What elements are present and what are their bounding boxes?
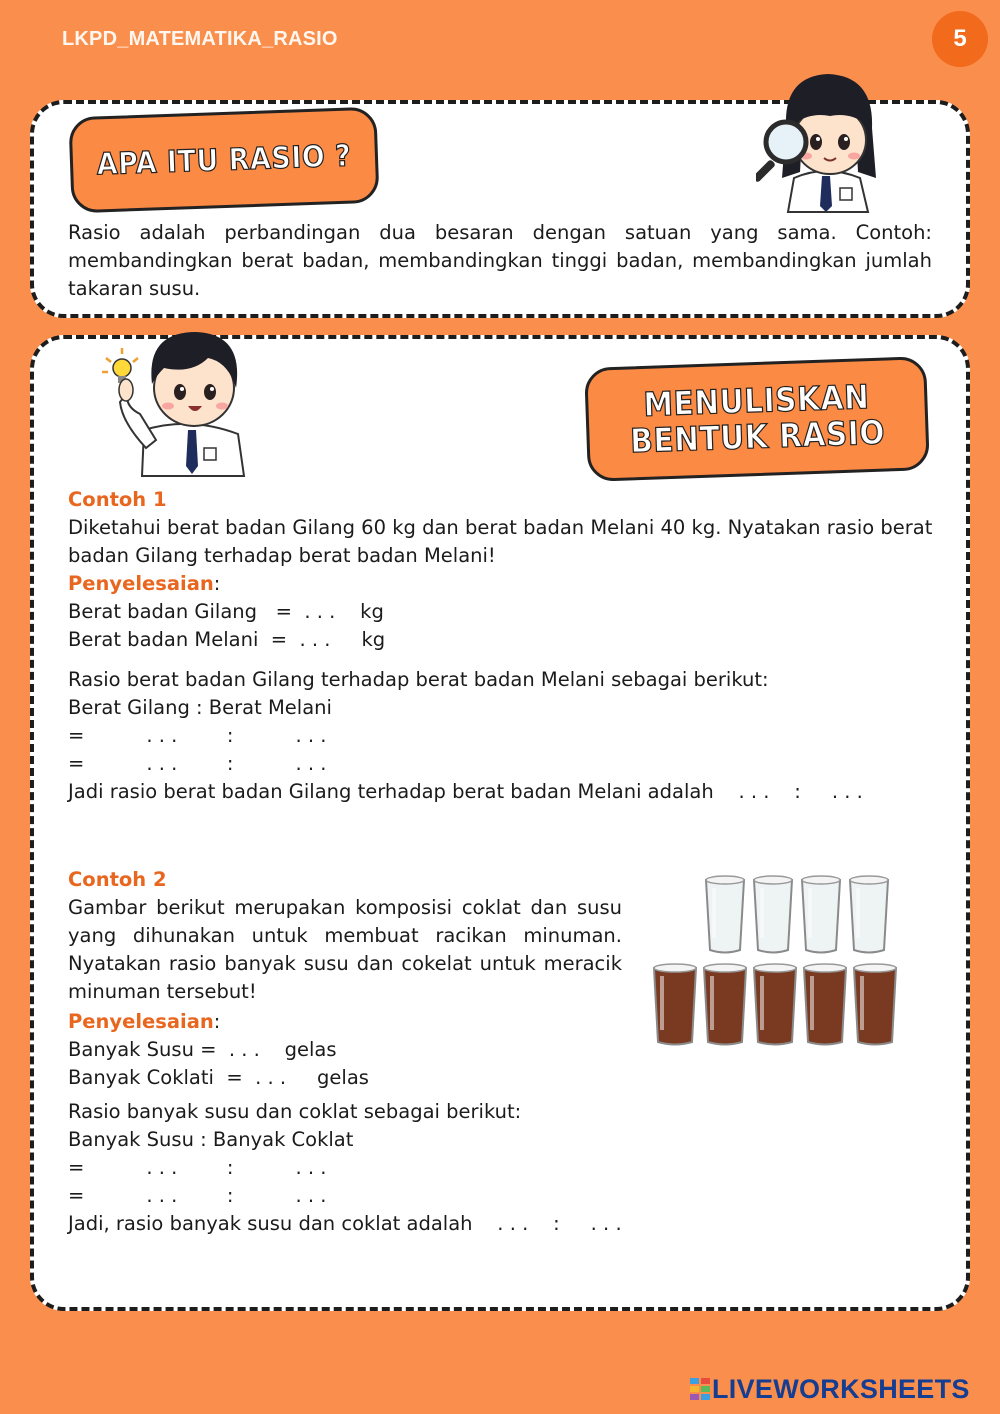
liveworksheets-logo-icon	[690, 1378, 710, 1400]
example1-line1: Berat badan Gilang = . . . kg	[68, 600, 384, 623]
example2-ratio-head: Banyak Susu : Banyak Coklat	[68, 1128, 354, 1151]
milk-glass	[850, 876, 888, 953]
header-title: LKPD_MATEMATIKA_RASIO	[62, 28, 338, 50]
example2-solution-label-text: Penyelesaian	[68, 1010, 214, 1033]
chocolate-glass	[754, 964, 796, 1045]
chocolate-glass	[854, 964, 896, 1045]
banner2-line1: MENULISKAN	[642, 376, 870, 424]
example2-problem: Gambar berikut merupakan komposisi coklat dan susu yang dihunakan untuk membuat racikan minuman. Nyatakan rasio banyak susu dan cokelat untuk meracik minuman tersebut!	[68, 896, 622, 1003]
example1-intro: Rasio berat badan Gilang terhadap berat badan Melani sebagai berikut:	[68, 668, 769, 691]
example1-conclusion: Jadi rasio berat badan Gilang terhadap berat badan Melani adalah . . . : . . .	[68, 780, 863, 803]
example2-title: Contoh 2	[68, 868, 167, 891]
banner2-line2: BENTUK RASIO	[629, 412, 886, 461]
liveworksheets-brand: LIVEWORKSHEETS	[712, 1374, 970, 1404]
glasses-illustration	[650, 874, 910, 1050]
chocolate-glass	[804, 964, 846, 1045]
example2-step1: = . . . : . . .	[68, 1156, 327, 1179]
example2-line1: Banyak Susu = . . . gelas	[68, 1038, 337, 1061]
example1-solution-label-text: Penyelesaian	[68, 572, 214, 595]
ratio-definition-text: Rasio adalah perbandingan dua besaran dengan satuan yang sama. Contoh: membandingkan berat badan, membandingkan tinggi badan, membandingkan jumlah takaran susu.	[68, 221, 932, 300]
example2-intro: Rasio banyak susu dan coklat sebagai berikut:	[68, 1100, 522, 1123]
example2-line2: Banyak Coklati = . . . gelas	[68, 1066, 369, 1089]
example2-conclusion: Jadi, rasio banyak susu dan coklat adalah . . . : . . .	[68, 1212, 622, 1235]
banner-apa-itu-rasio-text: APA ITU RASIO ?	[96, 138, 352, 182]
example1-step1: = . . . : . . .	[68, 724, 327, 747]
chocolate-glass	[654, 964, 696, 1045]
milk-glass	[706, 876, 744, 953]
banner-menuliskan-bentuk-rasio-text	[628, 378, 885, 459]
banner-menuliskan-bentuk-rasio	[584, 356, 930, 482]
example1-step2: = . . . : . . .	[68, 752, 327, 775]
milk-glass	[754, 876, 792, 953]
milk-glass	[802, 876, 840, 953]
example1-problem: Diketahui berat badan Gilang 60 kg dan berat badan Melani 40 kg. Nyatakan rasio berat badan Gilang terhadap berat badan Melani!	[68, 516, 933, 567]
example1-title: Contoh 1	[68, 488, 167, 511]
example2-step2: = . . . : . . .	[68, 1184, 327, 1207]
example1-solution-label: Penyelesaian:	[68, 572, 221, 595]
banner-apa-itu-rasio	[68, 107, 379, 214]
example1-ratio-head: Berat Gilang : Berat Melani	[68, 696, 332, 719]
page-number-badge: 5	[932, 11, 988, 67]
example2-solution-label: Penyelesaian:	[68, 1010, 221, 1033]
girl-magnifier-illustration	[756, 66, 896, 214]
boy-lightbulb-illustration	[98, 318, 248, 478]
chocolate-glass	[704, 964, 746, 1045]
example1-line2: Berat badan Melani = . . . kg	[68, 628, 386, 651]
